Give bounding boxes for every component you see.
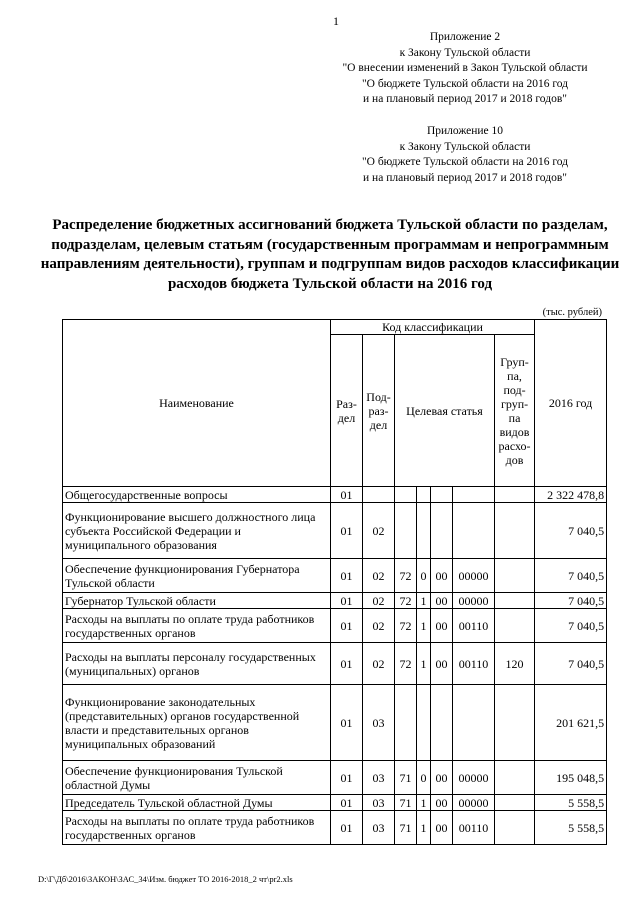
- row-expense-group: [495, 609, 535, 643]
- table-row: [63, 685, 607, 761]
- row-amount: 2 322 478,8: [535, 487, 607, 503]
- row-section: 01: [331, 593, 363, 609]
- row-name: Расходы на выплаты персоналу государственных (муниципальных) органов: [63, 643, 331, 685]
- row-target-program: 71: [395, 811, 417, 845]
- row-name: Общегосударственные вопросы: [63, 487, 331, 503]
- appendix-line: к Закону Тульской области: [399, 140, 531, 153]
- row-target-program: 72: [395, 593, 417, 609]
- row-target-subprogram: [417, 685, 431, 761]
- table-row: [63, 811, 607, 845]
- units-label: (тыс. рублей): [542, 307, 602, 318]
- header-expense-group: Груп-па, под-груп-па видов расхо-дов: [495, 335, 535, 487]
- row-target-subprogram: 1: [417, 811, 431, 845]
- table-row: [63, 643, 607, 685]
- row-expense-group: [495, 795, 535, 811]
- row-target-subprogram: [417, 487, 431, 503]
- header-name: Наименование: [63, 320, 331, 487]
- row-target-subprogram: 0: [417, 761, 431, 795]
- row-section: 01: [331, 559, 363, 593]
- row-amount: 7 040,5: [535, 559, 607, 593]
- row-subsection: 03: [363, 761, 395, 795]
- page-number: 1: [333, 14, 339, 28]
- row-amount: 5 558,5: [535, 795, 607, 811]
- row-amount: 7 040,5: [535, 643, 607, 685]
- row-name: Расходы на выплаты по оплате труда работников государственных органов: [63, 811, 331, 845]
- table-row: [63, 795, 607, 811]
- row-target-program: 72: [395, 643, 417, 685]
- row-target-program: [395, 503, 417, 559]
- row-section: 01: [331, 811, 363, 845]
- row-target-direction: 00000: [453, 761, 495, 795]
- table-row: [63, 503, 607, 559]
- row-target-direction: [453, 487, 495, 503]
- row-target-subprogram: 1: [417, 643, 431, 685]
- row-target-program: 72: [395, 559, 417, 593]
- row-target-program: 72: [395, 609, 417, 643]
- row-target-subprogram: 1: [417, 795, 431, 811]
- table-row: [63, 609, 607, 643]
- row-name: Губернатор Тульской области: [63, 593, 331, 609]
- row-target-event: [431, 503, 453, 559]
- row-subsection: 02: [363, 609, 395, 643]
- row-amount: 7 040,5: [535, 609, 607, 643]
- header-target-article: Целевая статья: [395, 335, 495, 487]
- row-expense-group: [495, 503, 535, 559]
- row-name: Расходы на выплаты по оплате труда работников государственных органов: [63, 609, 331, 643]
- row-target-event: [431, 487, 453, 503]
- appendix-line: "О бюджете Тульской области на 2016 год: [361, 77, 569, 90]
- row-subsection: 02: [363, 503, 395, 559]
- row-expense-group: 120: [495, 643, 535, 685]
- row-target-event: [431, 685, 453, 761]
- row-subsection: 03: [363, 795, 395, 811]
- row-name: Функционирование законодательных (представительных) органов государственной власти и представительных органов муниципальных образований: [63, 685, 331, 761]
- row-section: 01: [331, 685, 363, 761]
- row-name: Обеспечение функционирования Губернатора Тульской области: [63, 559, 331, 593]
- row-target-event: 00: [431, 643, 453, 685]
- appendix-line: Приложение 10: [426, 125, 504, 137]
- row-target-program: [395, 487, 417, 503]
- row-name: Председатель Тульской областной Думы: [63, 795, 331, 811]
- row-section: 01: [331, 503, 363, 559]
- row-section: 01: [331, 609, 363, 643]
- row-target-direction: 00000: [453, 795, 495, 811]
- row-amount: 7 040,5: [535, 503, 607, 559]
- row-name: Обеспечение функционирования Тульской областной Думы: [63, 761, 331, 795]
- row-subsection: [363, 487, 395, 503]
- appendix-line: к Закону Тульской области: [399, 46, 531, 59]
- row-target-event: 00: [431, 559, 453, 593]
- row-name: Функционирование высшего должностного лица субъекта Российской Федерации и муниципального образования: [63, 503, 331, 559]
- appendix-line: Приложение 2: [429, 31, 501, 43]
- row-amount: 195 048,5: [535, 761, 607, 795]
- row-target-event: 00: [431, 761, 453, 795]
- row-amount: 5 558,5: [535, 811, 607, 845]
- row-expense-group: [495, 811, 535, 845]
- row-amount: 7 040,5: [535, 593, 607, 609]
- row-section: 01: [331, 643, 363, 685]
- header-year: 2016 год: [535, 320, 607, 487]
- row-subsection: 03: [363, 685, 395, 761]
- row-subsection: 03: [363, 811, 395, 845]
- table-header-row: [63, 320, 607, 335]
- row-target-direction: 00110: [453, 643, 495, 685]
- row-target-subprogram: 1: [417, 593, 431, 609]
- row-target-event: 00: [431, 609, 453, 643]
- appendix-line: "О внесении изменений в Закон Тульской области: [342, 62, 588, 74]
- appendix-line: "О бюджете Тульской области на 2016 год: [361, 156, 569, 168]
- document-title: Распределение бюджетных ассигнований бюджета Тульской области по разделам, подразделам, целевым статьям (государственным программам и непрограммным направлениям деятельности), группам и подгруппам видов расходов классификации расходов бюджета Тульской области на 2016 год: [40, 217, 620, 292]
- row-section: 01: [331, 795, 363, 811]
- header-subsection: Под-раз-дел: [363, 335, 395, 487]
- budget-table: [62, 319, 607, 845]
- header-classification-code: Код классификации: [331, 320, 535, 335]
- row-target-program: [395, 685, 417, 761]
- row-expense-group: [495, 685, 535, 761]
- table-row: [63, 559, 607, 593]
- row-target-direction: 00000: [453, 559, 495, 593]
- header-section: Раз-дел: [331, 335, 363, 487]
- row-target-subprogram: 1: [417, 609, 431, 643]
- table-row: [63, 487, 607, 503]
- row-target-event: 00: [431, 811, 453, 845]
- table-body: [63, 487, 607, 845]
- row-section: 01: [331, 761, 363, 795]
- appendix-line: и на плановый период 2017 и 2018 годов": [363, 93, 567, 105]
- row-subsection: 02: [363, 559, 395, 593]
- table-row: [63, 593, 607, 609]
- table-row: [63, 761, 607, 795]
- file-path-footer: D:\Г\Дб\2016\ЗАКОН\ЗАС_34\Изм. бюджет ТО 2016-2018_2 чт\pr2.xls: [38, 874, 293, 884]
- row-target-program: 71: [395, 795, 417, 811]
- row-expense-group: [495, 593, 535, 609]
- row-expense-group: [495, 761, 535, 795]
- row-subsection: 02: [363, 643, 395, 685]
- row-expense-group: [495, 487, 535, 503]
- appendix-10-reference: [320, 124, 610, 186]
- row-expense-group: [495, 559, 535, 593]
- row-amount: 201 621,5: [535, 685, 607, 761]
- row-target-program: 71: [395, 761, 417, 795]
- row-target-event: 00: [431, 593, 453, 609]
- row-target-direction: [453, 503, 495, 559]
- appendix-line: и на плановый период 2017 и 2018 годов": [363, 171, 567, 184]
- appendix-2-reference: [320, 30, 610, 108]
- row-target-direction: [453, 685, 495, 761]
- row-target-subprogram: 0: [417, 559, 431, 593]
- row-subsection: 02: [363, 593, 395, 609]
- row-target-event: 00: [431, 795, 453, 811]
- row-section: 01: [331, 487, 363, 503]
- row-target-subprogram: [417, 503, 431, 559]
- row-target-direction: 00110: [453, 811, 495, 845]
- row-target-direction: 00110: [453, 609, 495, 643]
- row-target-direction: 00000: [453, 593, 495, 609]
